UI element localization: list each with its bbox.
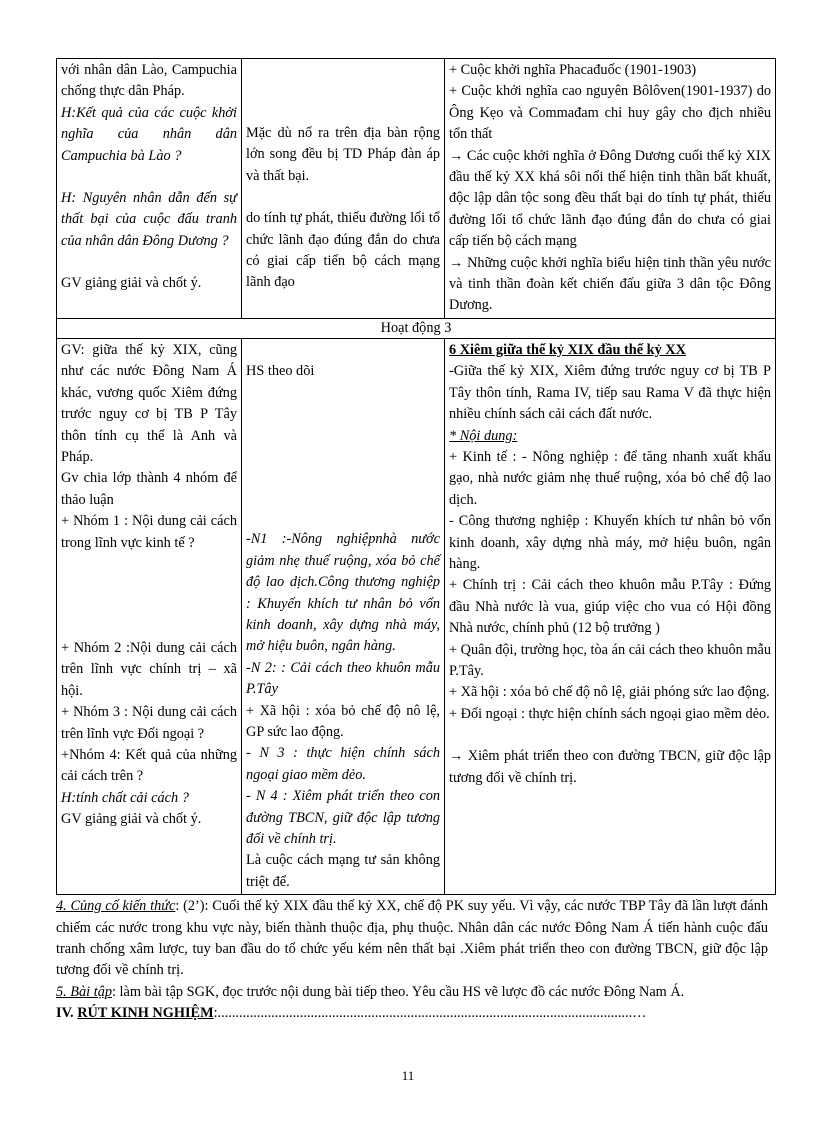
- text-line: HS theo dõi: [246, 362, 315, 379]
- bai-tap-paragraph: [56, 982, 768, 1003]
- text-line: với nhân dân Lào, Campuchia chống thực dân Pháp.: [61, 62, 237, 100]
- rut-kinh-nghiem: [56, 1003, 768, 1024]
- text-line: GV giảng giải và chốt ý.: [61, 811, 202, 828]
- document-page: [56, 58, 771, 1025]
- rkn-label: RÚT KINH NGHIỆM: [77, 1005, 214, 1022]
- group-answer: - N 3 : thực hiện chính sách ngoại giao mềm dẻo.: [246, 745, 440, 783]
- text-line: GV giảng giải và chốt ý.: [61, 275, 202, 292]
- cung-co-paragraph: [56, 896, 768, 982]
- bai-tap-label: 5. Bài tập: [56, 983, 112, 1000]
- group-answer: - N 4 : Xiêm phát triển theo con đường TBCN, giữ độc lập tương đối về chính trị.: [246, 788, 440, 847]
- subheading: * Nội dung:: [449, 427, 518, 444]
- text-line: + Xã hội : xóa bỏ chế độ nô lệ, giải phóng sức lao động.: [449, 684, 770, 701]
- question-text: H:Kết quả của các cuộc khởi nghĩa của nhân dân Campuchia bà Lào ?: [61, 104, 237, 164]
- cell-student-activity: [242, 59, 445, 319]
- bai-tap-text: : làm bài tập SGK, đọc trước nội dung bài tiếp theo. Yêu cầu HS vẽ lược đồ các nước Đông Nam Á.: [112, 983, 685, 1000]
- text-line: + Xã hội : xóa bỏ chế độ nô lệ, GP sức lao động.: [246, 702, 440, 740]
- rkn-dots: :....................................................................................................................…: [213, 1005, 647, 1022]
- text-line: -Giữa thế kỷ XIX, Xiêm đứng trước nguy cơ bị TB P Tây thôn tính, Rama IV, tiếp sau Rama V đã thực hiện nhiều chính sách cải cách đất nước.: [449, 363, 771, 423]
- cell-teacher-activity: [57, 338, 242, 894]
- text-line: + Quân đội, trường học, tòa án cải cách theo khuôn mẫu P.Tây.: [449, 641, 771, 679]
- section-title: Hoạt động 3: [57, 318, 776, 338]
- cell-content: [445, 59, 776, 319]
- text-line: Gv chia lớp thành 4 nhóm để thảo luận: [61, 470, 237, 508]
- lesson-table: [56, 58, 776, 895]
- cung-co-label: 4. Củng cố kiến thức: [56, 898, 176, 915]
- table-row-bottom: [57, 338, 776, 894]
- table-row-top: [57, 59, 776, 319]
- text-line: → Những cuộc khởi nghĩa biểu hiện tinh thần yêu nước và tinh thần đoàn kết chiến đấu giữa 3 dân tộc Đông Dương.: [449, 254, 771, 314]
- cell-student-activity: [242, 338, 445, 894]
- question-text: H:tính chất cải cách ?: [61, 789, 189, 806]
- group-answer: -N 2: : Cải cách theo khuôn mẫu P.Tây: [246, 659, 440, 698]
- text-line: Mặc dù nổ ra trên địa bàn rộng lớn song đều bị TD Pháp đàn áp và thất bại.: [246, 125, 440, 184]
- text-line: → Xiêm phát triển theo con đường TBCN, giữ độc lập tương đối về chính trị.: [449, 748, 771, 786]
- question-text: H: Nguyên nhân dẫn đến sự thất bại của cuộc đấu tranh của nhân dân Đông Dương ?: [61, 190, 237, 249]
- text-line: + Nhóm 3 : Nội dung cải cách trên lĩnh vực Đối ngoại ?: [61, 704, 237, 742]
- text-line: + Cuộc khởi nghĩa Phacađuốc (1901-1903): [449, 62, 697, 78]
- rkn-prefix: IV.: [56, 1005, 78, 1022]
- table-row-section: [57, 318, 776, 338]
- text-line: → Các cuộc khởi nghĩa ở Đông Dương cuối thế kỷ XIX đầu thế kỷ XX khá sôi nổi thể hiện tinh thần bất khuất, độc lập dân tộc song đều thất bại do tính tự phát, thiếu đường lối tổ chức lãnh đạo đúng đắn do chưa có giai cấp tiến bộ cách mạng: [449, 147, 771, 250]
- cell-teacher-activity: [57, 59, 242, 319]
- section-heading: 6 Xiêm giữa thế kỷ XIX đầu thế kỷ XX: [449, 341, 686, 358]
- text-line: +Nhóm 4: Kết quả của những cải cách trên ?: [61, 746, 237, 785]
- text-line: GV: giữa thế kỷ XIX, cũng như các nước Đông Nam Á khác, vương quốc Xiêm đứng trước nguy cơ bị TB P Tây thôn tính cụ thể là Anh và Pháp.: [61, 341, 237, 465]
- page-number: 11: [401, 1068, 415, 1083]
- text-line: do tính tự phát, thiếu đường lối tổ chức lãnh đạo đúng đắn do chưa có giai cấp tiến bộ cách mạng lãnh đạo: [246, 210, 440, 291]
- text-line: + Nhóm 2 :Nội dung cải cách trên lĩnh vực chính trị – xã hội.: [61, 639, 237, 699]
- text-line: + Nhóm 1 : Nội dung cải cách trong lĩnh vực kinh tế ?: [61, 513, 237, 551]
- text-line: Là cuộc cách mạng tư sản không triệt để.: [246, 852, 440, 890]
- text-line: + Chính trị : Cải cách theo khuôn mẫu P.Tây : Đứng đầu Nhà nước là vua, giúp việc cho vua có Hội đồng Nhà nước, chính phủ (12 bộ trưởng ): [449, 577, 771, 637]
- cell-content: [445, 338, 776, 894]
- text-line: + Đối ngoại : thực hiện chính sách ngoại giao mềm dẻo.: [449, 705, 770, 722]
- lesson-footer-section: [56, 896, 768, 1024]
- cung-co-text: : (2’): Cuối thế kỷ XIX đầu thế kỷ XX, chế độ PK suy yếu. Vì vậy, các nước TBP Tây đã lần lượt đánh chiếm các nước trong khu vực này, biến thành thuộc địa, phụ thuộc. Nhân dân các nước Đông Nam Á tiến hành cuộc đấu tranh chống xâm lược, tuy ban đầu do tổ chức yếu kém nên thất bại .Xiêm phát triển theo con đường TBCN, giữ độc lập tương đối về chính trị.: [56, 898, 768, 979]
- text-line: + Cuộc khởi nghĩa cao nguyên Bôlôven(1901-1937) do Ông Kẹo và Commađam chỉ huy gây cho địch nhiều tổn thất: [449, 83, 771, 143]
- text-line: + Kinh tế : - Nông nghiệp : để tăng nhanh xuất khẩu gạo, nhà nước giảm nhẹ thuế ruộng, xóa bỏ chế độ lao dịch.: [449, 448, 771, 508]
- text-line: - Công thương nghiệp : Khuyến khích tư nhân bỏ vốn kinh doanh, xây dựng nhà máy, mở hiệu buôn, ngân hàng.: [449, 513, 771, 572]
- group-answer: -N1 :-Nông nghiệpnhà nước giảm nhẹ thuế ruộng, xóa bỏ chế độ lao dịch.Công thương nghiệp : Khuyến khích tư nhân bỏ vốn kinh doanh, xây dựng nhà máy, mở hiệu buôn, ngân hàng.: [246, 531, 440, 655]
